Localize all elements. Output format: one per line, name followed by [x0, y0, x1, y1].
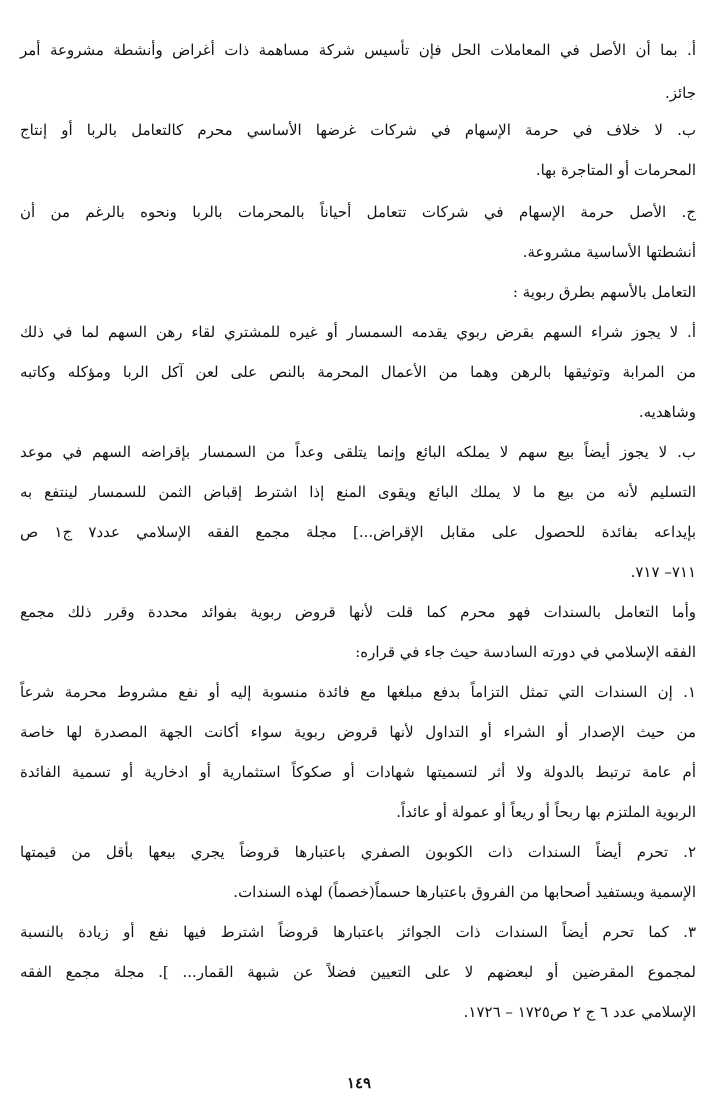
- bonds-item-2-line-1: ٢. تحرم أيضاً السندات ذات الكوبون الصفري باعتبارها قروضاً يجري بيعها بأقل من قيمتها: [20, 843, 697, 861]
- page-number: ١٤٩: [346, 1074, 372, 1092]
- clause-c-line-1: ج. الأصل حرمة الإسهام في شركات تتعامل أحياناً بالمحرمات بالربا ونحوه بالرغم من أن: [20, 203, 696, 221]
- bonds-item-3-line-2: لمجموع المقرضين أو لبعضهم لا على التعيين فضلاً عن شبهة القمار... ]. مجلة مجمع الفقه: [20, 963, 696, 981]
- clause-a-line-1: أ. بما أن الأصل في المعاملات الحل فإن تأسيس شركة مساهمة ذات أغراض وأنشطة مشروعة أمر: [20, 41, 696, 59]
- usury-item-a-line-3: وشاهديه.: [638, 403, 696, 421]
- section-heading-usury: التعامل بالأسهم بطرق ربوية :: [512, 283, 696, 301]
- clause-b-line-1: ب. لا خلاف في حرمة الإسهام في شركات غرضها الأساسي محرم كالتعامل بالربا أو إنتاج: [20, 121, 696, 139]
- usury-item-b-line-1: ب. لا يجوز أيضاً بيع سهم لا يملكه البائع وإنما يتلقى وعداً من السمسار بإقراضه السهم في موعد: [20, 443, 696, 461]
- bonds-item-1-line-4: الربوية الملتزم بها ربحاً أو ريعاً أو عمولة أو عائداً.: [396, 803, 696, 821]
- bonds-item-2-line-2: الإسمية ويستفيد أصحابها من الفروق باعتبارها حسماً(خصماً) لهذه السندات.: [233, 883, 696, 901]
- bonds-item-1-line-2: من حيث الإصدار أو الشراء أو التداول لأنها قروض ربوية سواء أكانت الجهة المصدرة لها خاصة: [20, 723, 696, 741]
- bonds-intro-line-2: الفقه الإسلامي في دورته السادسة حيث جاء في قراره:: [355, 643, 696, 661]
- bonds-item-3-line-1: ٣. كما تحرم أيضاً السندات ذات الجوائز باعتبارها قروضاً اشترط فيها نفع أو زيادة بالنسبة: [20, 923, 696, 941]
- bonds-item-1-line-1: ١. إن السندات التي تمثل التزاماً بدفع مبلغها مع فائدة منسوبة إليه أو نفع مشروط محرمة شرعاً: [20, 683, 696, 701]
- usury-item-b-line-2: التسليم لأنه من بيع ما لا يملك البائع ويقوى المنع إذا اشترط إقباض الثمن للسمسار لينتفع به: [20, 483, 696, 501]
- usury-item-a-line-2: من المرابة وتوثيقها بالرهن وهما من الأعمال المحرمة بالنص على لعن آكل الربا ومؤكله وكاتبه: [20, 363, 696, 381]
- bonds-intro-line-1: وأما التعامل بالسندات فهو محرم كما قلت لأنها قروض ربوية بفوائد محددة وقرر ذلك مجمع: [20, 603, 696, 621]
- clause-b-line-2: المحرمات أو المتاجرة بها.: [535, 161, 696, 179]
- clause-a-line-2: جائز.: [664, 84, 696, 102]
- bonds-item-1-line-3: أم عامة ترتبط بالدولة ولا أثر لتسميتها شهادات أو صكوكاً استثمارية أو ادخارية أو تسمية الفائدة: [20, 763, 696, 781]
- usury-item-b-line-3: بإيداعه بفائدة للحصول على مقابل الإقراض...] مجلة مجمع الفقه الإسلامي عدد٧ ج١ ص: [20, 523, 697, 541]
- clause-c-line-2: أنشطتها الأساسية مشروعة.: [522, 243, 696, 261]
- usury-item-a-line-1: أ. لا يجوز شراء السهم بقرض ربوي يقدمه السمسار أو غيره للمشتري لقاء رهن السهم لما في ذلك: [20, 323, 696, 341]
- bonds-item-3-line-3: الإسلامي عدد ٦ ج ٢ ص١٧٢٥ – ١٧٢٦.: [463, 1003, 696, 1021]
- usury-item-b-line-4: ٧١١– ٧١٧.: [630, 563, 696, 581]
